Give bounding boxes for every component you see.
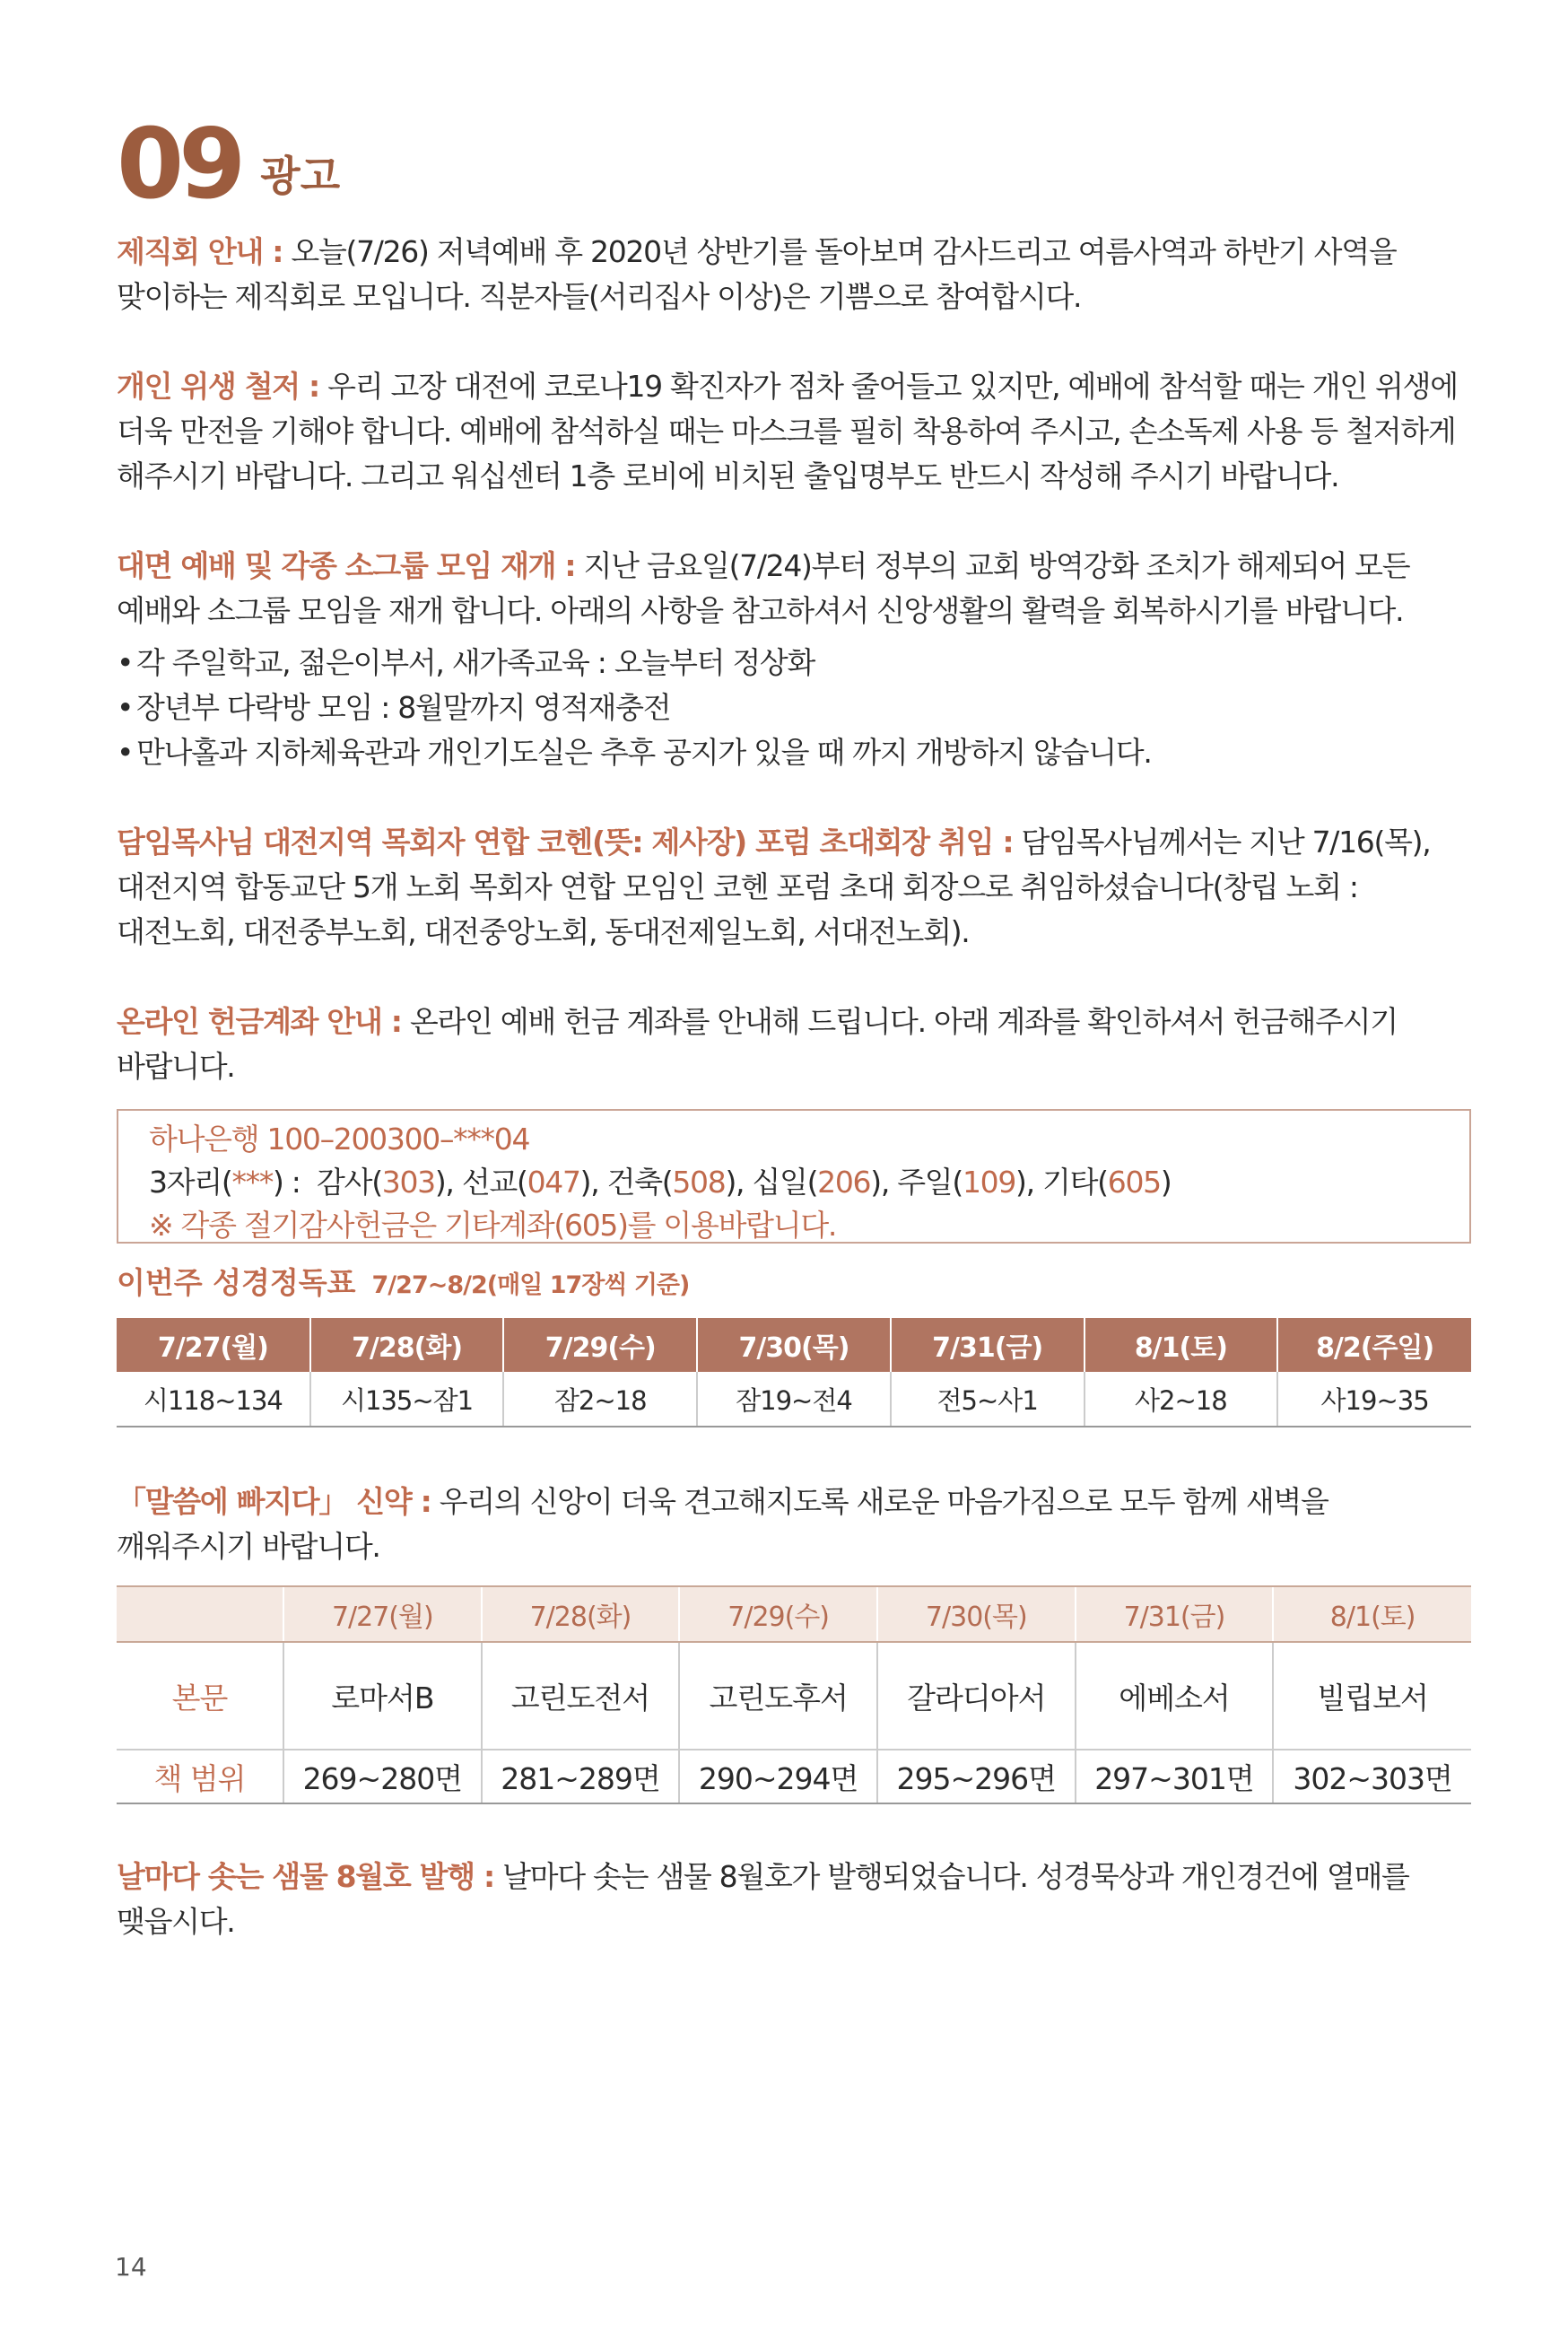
word-pages: 302~303면 (1273, 1750, 1471, 1803)
reading-day: 8/2(주일) (1277, 1318, 1471, 1372)
word-pages: 269~280면 (283, 1750, 482, 1803)
code-item: 감사(303), (317, 1165, 462, 1200)
notice-meeting (117, 230, 1471, 319)
notice-text: 담임목사님께서는 지난 7/16(목), 대전지역 합동교단 5개 노회 목회자 연합 모임인 코헨 포럼 초대 회장으로 취임하셨습니다(창립 노회 : 대전노회, 대전중부노회, 대전중앙노회, 동대전제일노회, 서대전노회). (117, 825, 1431, 949)
code-item: 건축(508), (606, 1165, 753, 1200)
account-note: ※ 각종 절기감사헌금은 기타계좌(605)를 이용바랍니다. (149, 1208, 837, 1243)
reading-day: 7/30(목) (697, 1318, 891, 1372)
codes-mid: ) : (273, 1165, 301, 1200)
word-book: 고린도전서 (482, 1642, 680, 1750)
reading-title-sub: 7/27~8/2(매일 17장씩 기준) (371, 1271, 690, 1299)
word-pages: 290~294면 (679, 1750, 877, 1803)
reading-title-main: 이번주 성경정독표 (117, 1265, 356, 1300)
word-book: 고린도후서 (679, 1642, 877, 1750)
word-day: 8/1(토) (1273, 1586, 1471, 1642)
section-number: 09 (117, 109, 241, 221)
notice-text: 우리 고장 대전에 코로나19 확진자가 점차 줄어들고 있지만, 예배에 참석할 때는 개인 위생에 더욱 만전을 기해야 합니다. 예배에 참석하실 때는 마스크를 필히 착용하여 주시고, 손소독제 사용 등 철저하게 해주시기 바랍니다. 그리고 워십센터 1층 로비에 비치된 출입명부도 반드시 작성해 주시기 바랍니다. (117, 369, 1458, 493)
code-item: 십일(206), (752, 1165, 898, 1200)
notice-online-offering (117, 1000, 1471, 1089)
reading-range: 시135~잠1 (310, 1372, 504, 1427)
code-item: 주일(109), (897, 1165, 1043, 1200)
notice-label: 담임목사님 대전지역 목회자 연합 코헨(뜻: 제사장) 포럼 초대회장 취임 : (117, 825, 1014, 860)
codes-mask: *** (231, 1165, 274, 1200)
reading-range: 잠19~전4 (697, 1372, 891, 1427)
word-book: 빌립보서 (1273, 1642, 1471, 1750)
word-row-label: 본문 (117, 1642, 283, 1750)
notice-label: 대면 예배 및 각종 소그룹 모임 재개 : (117, 548, 576, 583)
resume-bullet-list (117, 641, 1471, 775)
reading-day: 7/27(월) (117, 1318, 310, 1372)
notice-hygiene (117, 364, 1471, 499)
code-item: 기타(605) (1042, 1165, 1172, 1200)
account-box (117, 1109, 1471, 1244)
notice-label: 개인 위생 철저 : (117, 369, 319, 404)
bullet-item: • 만나홀과 지하체육관과 개인기도실은 추후 공지가 있을 때 까지 개방하지 않습니다. (117, 730, 1471, 775)
notice-text: 온라인 예배 헌금 계좌를 안내해 드립니다. 아래 계좌를 확인하셔서 헌금해주시기 바랍니다. (117, 1004, 1398, 1084)
word-table (117, 1585, 1471, 1804)
reading-range: 시118~134 (117, 1372, 310, 1427)
word-row-label: 책 범위 (117, 1750, 283, 1803)
notice-text: 날마다 솟는 샘물 8월호가 발행되었습니다. 성경묵상과 개인경건에 열매를 맺읍시다. (117, 1859, 1409, 1939)
notice-text: 오늘(7/26) 저녁예배 후 2020년 상반기를 돌아보며 감사드리고 여름사역과 하반기 사역을 맞이하는 제직회로 모입니다. 직분자들(서리집사 이상)은 기쁨으로 참여합시다. (117, 234, 1397, 314)
account-codes (149, 1161, 1439, 1204)
reading-range: 전5~사1 (891, 1372, 1085, 1427)
reading-title (117, 1262, 1471, 1307)
notice-label: 온라인 헌금계좌 안내 : (117, 1004, 402, 1039)
reading-day: 7/28(화) (310, 1318, 504, 1372)
notice-resume (117, 544, 1471, 633)
reading-day: 7/29(수) (503, 1318, 697, 1372)
notice-word (117, 1480, 1471, 1569)
code-item: 선교(047), (461, 1165, 607, 1200)
content (117, 109, 1471, 1989)
page-number: 14 (115, 2252, 147, 2282)
word-day: 7/27(월) (283, 1586, 482, 1642)
notice-label: 「말씀에 빠지다」 신약 : (117, 1484, 431, 1519)
notice-devotional (117, 1855, 1471, 1944)
notice-label: 날마다 솟는 샘물 8월호 발행 : (117, 1859, 494, 1894)
notice-text: 지난 금요일(7/24)부터 정부의 교회 방역강화 조치가 해제되어 모든 예배와 소그룹 모임을 재개 합니다. 아래의 사항을 참고하셔서 신앙생활의 활력을 회복하시기를 바랍니다. (117, 548, 1410, 628)
reading-range: 사19~35 (1277, 1372, 1471, 1427)
reading-range: 사2~18 (1085, 1372, 1278, 1427)
bank-account: 하나은행 100–200300–***04 (149, 1122, 530, 1157)
section-title: 광고 (260, 152, 341, 200)
word-day: 7/31(금) (1076, 1586, 1274, 1642)
notice-pastor (117, 820, 1471, 955)
notice-text: 우리의 신앙이 더욱 견고해지도록 새로운 마음가짐으로 모두 함께 새벽을 깨워주시기 바랍니다. (117, 1484, 1328, 1564)
bullet-item: • 장년부 다락방 모임 : 8월말까지 영적재충전 (117, 685, 1471, 730)
reading-range: 잠2~18 (503, 1372, 697, 1427)
reading-day: 8/1(토) (1085, 1318, 1278, 1372)
word-book: 에베소서 (1076, 1642, 1274, 1750)
word-book: 갈라디아서 (877, 1642, 1076, 1750)
word-day: 7/30(목) (877, 1586, 1076, 1642)
word-book: 로마서B (283, 1642, 482, 1750)
bullet-item: • 각 주일학교, 젊은이부서, 새가족교육 : 오늘부터 정상화 (117, 641, 1471, 685)
codes-prefix: 3자리( (149, 1165, 232, 1200)
word-day: 7/29(수) (679, 1586, 877, 1642)
word-day: 7/28(화) (482, 1586, 680, 1642)
reading-day: 7/31(금) (891, 1318, 1085, 1372)
reading-table (117, 1318, 1471, 1427)
word-corner (117, 1586, 283, 1642)
word-pages: 295~296면 (877, 1750, 1076, 1803)
word-pages: 281~289면 (482, 1750, 680, 1803)
word-pages: 297~301면 (1076, 1750, 1274, 1803)
notice-label: 제직회 안내 : (117, 234, 283, 269)
section-header (117, 109, 1471, 221)
